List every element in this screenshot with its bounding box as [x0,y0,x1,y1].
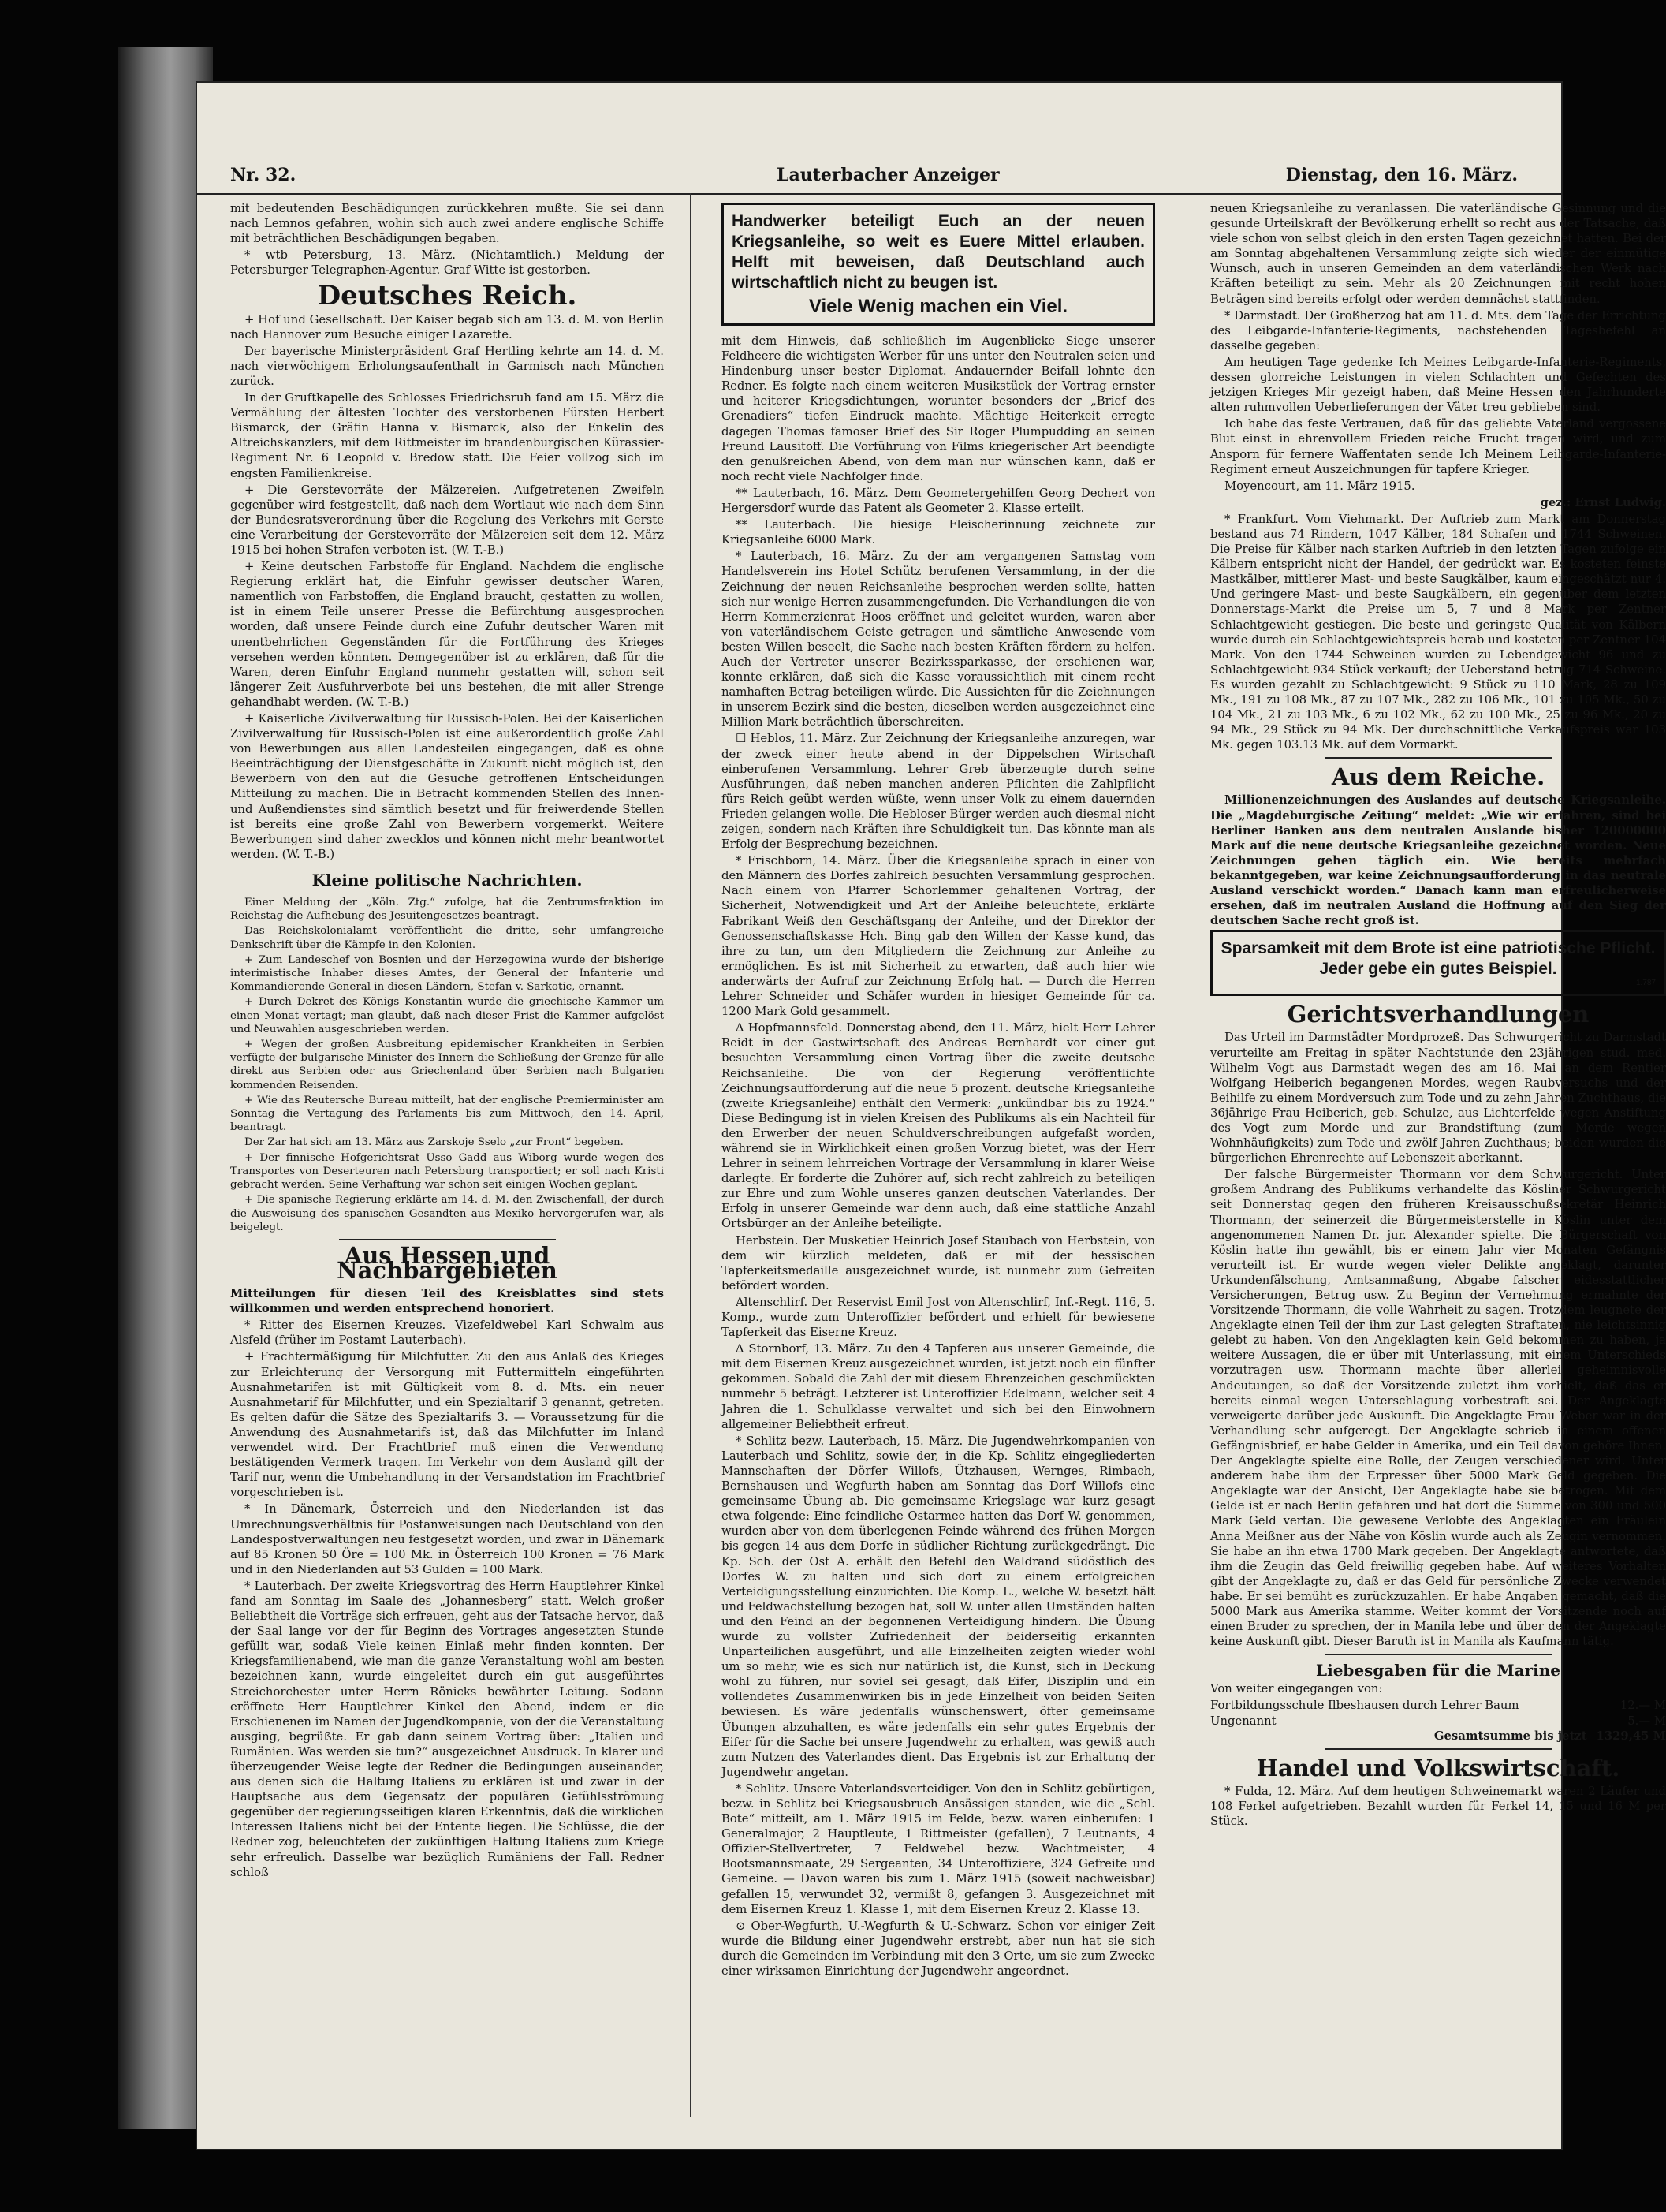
article-paragraph: ** Lauterbach, 16. März. Dem Geometergehilfen Georg Dechert von Hergersdorf wurde das Patent als Geometer 2. Klasse erteilt. [721,486,1155,516]
column-3 [1210,201,1666,2117]
page-header [197,162,1561,195]
news-item: + Wegen der großen Ausbreitung epidemischer Krankheiten in Serbien verfügte der bulgarische Minister des Innern die Schließung der Grenze für alle direkt aus Serbien oder aus Griechenland über Serbien nach Bulgarien kommenden Reisenden. [230,1039,664,1091]
article-paragraph: * Fulda, 12. März. Auf dem heutigen Schweinemarkt waren 2 Läufer und 108 Ferkel aufgetrieben. Bezahlt wurden für Ferkel 14, 15 und 16 M per Stück. [1210,1784,1666,1828]
issue-date: Dienstag, den 16. März. [1285,165,1518,185]
article-paragraph: + Kaiserliche Zivilverwaltung für Russisch-Polen. Bei der Kaiserlichen Zivilverwaltung für Russisch-Polen ist eine außerordentlich große Zahl von Bewerbungen aus allen Landesteilen eingegangen, daß es ohne Beeinträchtigung der Dienstgeschäfte in Zukunft nicht möglich ist, den Bewerbern von den auf die Gesuche getroffenen Entscheidungen Mitteilung zu machen. Die in Betracht kommenden Stellen des Innen- und Außendienstes sind sämtlich besetzt und für freiwerdende Stellen ist bereits eine große Zahl von Bewerbern vorgemerkt. Weitere Bewerbungen sind daher zwecklos und können nicht mehr beantwortet werden. (W. T.-B.) [230,712,664,861]
donation-row [1210,1698,1666,1713]
article-paragraph: * wtb Petersburg, 13. März. (Nichtamtlich.) Meldung der Petersburger Telegraphen-Agentur. Graf Witte ist gestorben. [230,248,664,278]
article-paragraph: + Hof und Gesellschaft. Der Kaiser begab sich am 13. d. M. von Berlin nach Hannover zum Besuche einiger Lazarette. [230,312,664,341]
article-paragraph: * Darmstadt. Der Großherzog hat am 11. d. Mts. dem Tage der Errichtung des Leibgarde-Infanterie-Regiments, nachstehenden Tagesbefehl an dasselbe gegeben: [1210,308,1666,353]
article-paragraph: ☐ Heblos, 11. März. Zur Zeichnung der Kriegsanleihe anzuregen, war der zweck einer heute abend in der Dippelschen Wirtschaft einberufenen Versammlung. Lehrer Greb überzeugte durch seine Ausführungen, daß neben manchen anderen Pflichten die Zahlpflicht fürs Reich geübt werden wüßte, wenn unser Volk zu einem dauernden Frieden gelangen wolle. Die Hebloser Bürger werden auch diesmal nicht zeigen, sondern nach Kräften ihre Schuldigkeit tun. Das könnte man als Erfolg der Besprechung bezeichnen. [721,732,1155,852]
article-paragraph: Altenschlirf. Der Reservist Emil Jost von Altenschlirf, Inf.-Regt. 116, 5. Komp., wurde zum Unteroffizier befördert und erhielt für bewiesene Tapferkeit das Eiserne Kreuz. [721,1295,1155,1340]
article-paragraph: * Lauterbach. Der zweite Kriegsvortrag des Herrn Hauptlehrer Kinkel fand am Sonntag im Saale des „Johannesberg“ statt. Welch großer Beliebtheit die Vorträge sich erfreuen, geht aus der Tatsache hervor, daß der Saal lange vor der für Beginn des Vortrages angesetzten Stunde gefüllt war, sodaß Viele keinen Einlaß mehr finden konnten. Der Kriegsfamilienabend, wie man die ganze Veranstaltung wohl am besten bezeichnen kann, wurde eingeleitet durch ein gut ausgeführtes Streichorchester unter Herrn Rönicks bewährter Leitung. Sodann eröffnete Herr Hauptlehrer Kinkel den Abend, indem er die Erschienenen im Namen der Jugendkompanie, von der die Veranstaltung ausging, begrüßte. Er gab dann seinem Vortrag über: „Italien und Rumänien. Was werden sie tun?“ ausgezeichnet Ausdruck. In klarer und überzeugender Weise legte der Redner die Bedingungen auseinander, aus denen sich die Haltung Italiens zu erklären ist und zwar in der Hauptsache aus dem Gegensatz der populären Gefühlsströmung gegenüber der regierungsseitigen klaren Erkenntnis, daß die wirklichen Interessen Italiens nicht bei der Entente liegen. Die Schlüsse, die der Redner zog, beleuchteten der zukünftigen Haltung Italiens zum Kriege sehr erfreulich. Dasselbe war bezüglich Rumäniens der Fall. Redner schloß [230,1579,664,1879]
donation-intro: Von weiter eingegangen von: [1210,1682,1383,1696]
news-item: Einer Meldung der „Köln. Ztg.“ zufolge, hat die Zentrumsfraktion im Reichstag die Aufhebung des Jesuitengesetzes beantragt. [230,897,664,923]
newspaper-page [197,83,1666,2149]
advert-slogan: Viele Wenig machen ein Viel. [808,296,1068,317]
donation-label: Fortbildungsschule Ilbeshausen durch Lehrer Baum [1210,1699,1519,1713]
article-paragraph: Der bayerische Ministerpräsident Graf Hertling kehrte am 14. d. M. nach vierwöchigem Erholungsaufenthalt in Garmisch nach München zurück. [230,344,664,388]
newspaper-title: Lauterbacher Anzeiger [777,165,1000,185]
signature: gez.: Ernst Ludwig. [1540,495,1666,509]
donation-label: Ungenannt [1210,1714,1277,1728]
article-paragraph: neuen Kriegsanleihe zu veranlassen. Die vaterländische Gesinnung und die gesunde Urteilskraft der Bevölkerung erhellt so recht aus der Tatsache, daß viele schon von selbst gleich in den ersten Tagen gezeichnet hatten. Bei der am Sonntag abgehaltenen Versammlung zeigte sich wieder der einmütige Wunsch, auch in unseren Gemeinden an dem vaterländischen Werk nach Kräften beteiligt zu sein. Mehr als 20 Zeichnungen mit recht hohen Beträgen sind bereits erfolgt oder werden demnächst stattfinden. [1210,202,1666,306]
notice-code: 1.787 [1635,979,1656,988]
article-paragraph: * In Dänemark, Österreich und den Niederlanden ist das Umrechnungsverhältnis für Postanweisungen nach Deutschland von den Landespostverwaltungen neu festgesetzt worden, und zwar in Dänemark auf 85 Kronen 50 Öre = 100 Mk. in Österreich 100 Kronen = 76 Mark und in den Niederlanden auf 53 Gulden = 100 Mark. [230,1502,664,1576]
article-paragraph: Millionenzeichnungen des Auslandes auf deutsche Kriegsanleihe. Die „Magdeburgische Zeitung“ meldet: „Wie wir erfahren, sind bei Berliner Banken aus dem neutralen Auslande bisher 120000000 Mark auf die neue deutsche Kriegsanleihe gezeichnet worden. Neue Zeichnungen gehen täglich ein. Wie bereits mehrfach bekanntgegeben, war keine Zeichnungsaufforderung in das neutrale Ausland verschickt worden.“ Danach kann man erfreulicherweise ersehen, daß im neutralen Ausland die Hoffnung auf den Sieg der deutschen Sache recht groß ist. [1210,793,1666,928]
divider [1325,1654,1552,1655]
article-paragraph: Das Urteil im Darmstädter Mordprozeß. Das Schwurgericht zu Darmstadt verurteilte am Freitag in später Nachtstunde den 23jährigen stud. med. Wilhelm Vogt aus Darmstadt wegen des am 16. Mai an dem Rentier Wolfgang Heiberich begangenen Mordes, wegen Raubversuchs und der Beihilfe zu einem Mordversuch zum Tode und zu zehn Jahren Zuchthaus, die 36jährige Frau Heiberich, geb. Schulze, aus Lichterfelde wegen Anstiftung des Vogt zum Morde und zur Brandstiftung (zum Morde wegen Wohnhäufigkeits) zum Tode und zwölf Jahren Zuchthaus; beiden wurden die bürgerlichen Ehrenrechte auf Lebenszeit aberkannt. [1210,1031,1666,1166]
section-heading: Deutsches Reich. [317,280,577,312]
donation-row [1210,1714,1666,1729]
news-item: + Die spanische Regierung erklärte am 14. d. M. den Zwischenfall, der durch die Ausweisung des spanischen Gesandten aus Mexiko hervorgerufen war, als beigelegt. [230,1194,664,1233]
donation-total-label: Gesamtsumme bis jetzt [1433,1729,1587,1743]
article-paragraph: Herbstein. Der Musketier Heinrich Josef Staubach von Herbstein, von dem wir kürzlich meldeten, daß er mit der hessischen Tapferkeitsmedaille ausgezeichnet wurde, ist nunmehr zum Gefreiten befördert worden. [721,1233,1155,1293]
column-1 [230,201,664,2117]
article-paragraph: * Ritter des Eisernen Kreuzes. Vizefeldwebel Karl Schwalm aus Alsfeld (früher im Postamt Lauterbach). [230,1319,664,1348]
divider [339,1239,556,1240]
section-heading: Aus Hessen und Nachbargebieten [337,1241,557,1284]
article-paragraph: ⊙ Ober-Wegfurth, U.-Wegfurth & U.-Schwarz. Schon vor einiger Zeit wurde die Bildung einer Jugendwehr erstrebt, aber nun hat sie sich durch die Gemeinden im Verbindung mit den 3 Orte, um sie zum Zwecke einer wirksamen Einrichtung der Jugendwehr angeordnet. [721,1919,1155,1979]
article-paragraph: + Frachtermäßigung für Milchfutter. Zu den aus Anlaß des Krieges zur Erleichterung der Versorgung mit Futtermitteln eingeführten Ausnahmetarifen ist mit Gültigkeit vom 8. d. Mts. ein neuer Ausnahmetarif für Milchfutter, und ein Spezialtarif 3 genannt, getreten. Es gelten dafür die Sätze des Spezialtarifs 3. — Voraussetzung für die Anwendung des Ausnahmetarifs ist, daß das Milchfutter im Inland verwendet wird. Der Frachtbrief muß einen die Verwendung bestätigenden Vermerk tragen. Im Verkehr von dem Ausland gilt der Tarif nur, wenn die Umbehandlung in der Versandstation im Frachtbrief vorgeschrieben ist. [230,1350,664,1500]
section-heading: Liebesgaben für die Marine [1316,1661,1560,1680]
article-paragraph: Der falsche Bürgermeister Thormann vor dem Schwurgericht. Unter großem Andrang des Publikums verhandelte das Kösliner Schwurgericht seit Donnerstag gegen den früheren Kreisausschußsekretär Heinrich Thormann, der seinerzeit die Bürgermeisterstelle in Köslin unter dem angenommenen Namen Dr. jur. Alexander spielte. Die Bürgerschaft von Köslin hatte ihn gewählt, bis er einem Jahr vier Monaten Gefängnis verurteilt ist. Er wurde wegen vieler Delikte angeklagt, darunter Urkundenfälschung, Amtsanmaßung, Abgabe falscher eidesstattlicher Versicherungen, Betrug usw. Zu Beginn der Vernehmung ermahnte der Vorsitzende Thormann, die volle Wahrheit zu sagen. Trotzdem leugnete der Angeklagte einen Teil der ihm zur Last gelegten Straftaten, nie leichtsinnig gelebt zu haben. Von den Angeklagten kein Geld bekommen zu haben, ja weitere Aussagen, die er über mit Unterlassung, mit einem Unterschieds vorzutragen usw. Thormann machte über allerlei geheimnisvolle Andeutungen, so daß der Vorsitzende zuletzt ihm vorhielt, daß das er bereits einmal wegen Unterschlagung vorbestraft sei. Der Angeklagte verweigerte darüber jede Auskunft. Die Angeklagte Frau Weber war in der Verhandlung sehr aufgeregt. Der Angeklagte schrieb in einem offenen Gefängnisbrief, er habe Gelder in Amerika, und ein Teil davon gehöre Ihnen. Der Angeklagte spielte eine Rolle, der Zeugen verschiedener wird. Unter anderem habe ihm der Erpresser über 5000 Mark Geld gegeben. Die Angeklagte war der Ansicht, Der Angeklagte habe sie betrogen. Mit dem Gelde ist er nach Berlin gefahren und hat dort die Summe von 300 und 500 Mark Geld vertan. Die gewesene Verlobte des Angeklagten ein Fräulein Anna Meißner aus der Nähe von Köslin wurde auch als Zeugin vernommen. Sie habe an ihn etwa 1700 Mark gegeben. Der Angeklagte antwortete, daß ihm die Zeugin das Geld freiwillig gegeben habe. Auf weiteres Vorhalten gibt der Angeklagte zu, daß er das Geld für persönliche Zwecke verwendet habe. Er sei bemüht es zurückzuzahlen. Er habe Angaben gemacht, daß die 5000 Mark aus Amerika stamme. Weiter kommt der Vorsitzende noch auf einen Bruder zu sprechen, der in Manila lebe und über den der Angeklagte keine Auskunft gibt. Dieser Baruth ist in Manila als Kaufmann tätig. [1210,1168,1666,1649]
donation-total: 1329,45 M [1596,1729,1666,1743]
news-item: + Der finnische Hofgerichtsrat Usso Gadd aus Wiborg wurde wegen des Transportes von Deserteuren nach Petersburg transportiert; er soll nach Kristi gebracht werden. Seine Verhaftung war schon seit einigen Wochen geplant. [230,1151,664,1192]
article-paragraph: Am heutigen Tage gedenke Ich Meines Leibgarde-Infanterie-Regiments, dessen glorreiche Leistungen in vielen Schlachten und Gefechten des jetzigen Krieges Mir gezeigt haben, daß Meine Hessen den Jahrhunderte alten ruhmvollen Ueberlieferungen der Väter treu geblieben sind. [1210,355,1666,415]
news-item: + Zum Landeschef von Bosnien und der Herzegowina wurde der bisherige interimistische Inhaber dieses Amtes, der General der Infanterie und Kommandierende General in diesen Ländern, Stefan v. Sarkotic, ernannt. [230,953,664,994]
editorial-note: Mitteilungen für diesen Teil des Kreisblattes sind stets willkommen und werden entsprechend honoriert. [230,1287,664,1316]
issue-number: Nr. 32. [230,165,296,185]
divider [1325,757,1552,759]
article-paragraph: Ich habe das feste Vertrauen, daß für das geliebte Vaterland vergossene Blut einst in ehrenvollem Frieden reiche Frucht tragen wird, und zum Ansporn für fernere Waffentaten sende Ich Meinem Leibgarde-Infanterie-Regiment erneut Auszeichnungen für tapfere Krieger. [1210,417,1666,476]
donation-total-row [1210,1729,1666,1744]
article-paragraph: + Keine deutschen Farbstoffe für England. Nachdem die englische Regierung erklärt hat, die Einfuhr gewisser deutscher Waren, namentlich von Farbstoffen, die England braucht, gestatten zu wollen, ist in einem Teile unserer Presse die Befürchtung ausgesprochen worden, daß unsere Feinde durch eine Zufuhr deutscher Waren mit unentbehrlichen Gegenständen für die Fortführung des Krieges versehen werden könnten. Demgegenüber ist zu erklären, daß für die Waren, deren Einfuhr England nunmehr gestatten will, schon seit längerer Zeit Ausfuhrverbote bei uns bestehen, die mit aller Strenge gehandhabt werden. (W. T.-B.) [230,560,664,709]
article-paragraph: ∆ Stornborf, 13. März. Zu den 4 Tapferen aus unserer Gemeinde, die mit dem Eisernen Kreuz ausgezeichnet wurden, ist jetzt noch ein fünfter gekommen. Sobald die Zahl der mit diesem Ehrenzeichen geschmückten nunmehr 5 beträgt. Letzterer ist Unteroffizier Edelmann, welcher seit 4 Jahren die 1. Schulklasse verwaltet und sich bei den Einwohnern allgemeiner Beliebtheit erfreut. [721,1342,1155,1431]
column-2 [721,201,1155,2117]
news-item: + Wie das Reutersche Bureau mitteilt, hat der englische Premierminister am Sonntag die Vertagung des Parlaments bis zum Mittwoch, den 14. April, beantragt. [230,1094,664,1134]
article-paragraph: ** Lauterbach. Die hiesige Fleischerinnung zeichnete zur Kriegsanleihe 6000 Mark. [721,518,1155,547]
article-paragraph: * Schlitz bezw. Lauterbach, 15. März. Die Jugendwehrkompanien von Lauterbach und Schlitz, sowie der, in die Kp. Schlitz eingegliederten Mannschaften der Dörfer Willofs, Ützhausen, Wernges, Rimbach, Bernshausen und Wegfurth haben am Sonntag das Dorf Willofs eine gemeinsame Übung ab. Die gemeinsame Kriegslage war kurz gesagt etwa folgende: Eine feindliche Ostarmee hatten das Dorf W. genommen, wurden aber von dem überlegenen Feinde während des frühen Morgen bis gegen 14 aus dem Dorfe in südlicher Richtung zurückgedrängt. Die Kp. Sch. der Ost A. erhält den Befehl den Waldrand südöstlich des Dorfes W. zu halten und sich dort zu einem erfolgreichen Verteidigungsstellung einzurichten. Die Komp. L., welche W. besetzt hält und Feldwachstellung bezogen hat, soll W. unter allen Umständen halten und den Feind an der begonnenen Verteidigung hindern. Die Übung wurde zu vollster Zufriedenheit der beiderseitig erkannten Unparteilichen ausgeführt, und alle Einzelheiten zeigten wieder wohl um so mehr, wie es sich nur natürlich ist, die Kunst, sich in Deckung wohl zu führen, nur soviel sei gesagt, daß Eifer, Disziplin und ein vollendetes Zusammenwirken bis in jede Einzelheit von beiden Seiten bewiesen. Es wäre jedenfalls wünschenswert, öfter gemeinsame Übungen abzuhalten, es wäre jedenfalls ein sehr gutes Ergebnis der Eifer für die Sache bei unsere Jugendwehr zu erhalten, was gewiß auch zum Nutzen des Vaterlandes dient. Das Ergebnis ist zur Erhaltung der Jugendwehr angetan. [721,1434,1155,1779]
news-item: + Durch Dekret des Königs Konstantin wurde die griechische Kammer um einen Monat vertagt; man glaubt, daß nach dieser Frist die Kammer aufgelöst und Neuwahlen ausgeschrieben werden. [230,996,664,1035]
donation-amount: 5.— M [1627,1714,1666,1728]
article-paragraph: Moyencourt, am 11. März 1915. [1224,479,1415,493]
donation-amount: 12.— M [1619,1699,1666,1713]
bread-saving-notice [1210,930,1666,996]
war-loan-advert [721,203,1155,326]
notice-text: Sparsamkeit mit dem Brote ist eine patriotische Pflicht. Jeder gebe ein gutes Beispiel. [1221,939,1656,979]
news-item: Der Zar hat sich am 13. März aus Zarskoje Sselo „zur Front“ begeben. [244,1136,624,1149]
article-paragraph: mit dem Hinweis, daß schließlich im Augenblicke Siege unserer Feldheere die wichtigsten Werber für uns unter den Neutralen seien und Hindenburg unser bester Diplomat. Andauernder Beifall lohnte den Redner. Es folgte nach einem weiteren Musikstück der Vortrag ernster und heiterer Kriegsdichtungen, worunter besonders der „Brief des Grenadiers“ tiefen Eindruck machte. Mächtige Heiterkeit erregte dagegen Thomas famoser Brief des Sir Roger Plumpudding an seinen Freund Lausitoff. Die Vorführung von Films kriegerischer Art beendigte den genußreichen Abend, von dem man nur wünschen kann, daß er noch recht viele Nachfolger finde. [721,334,1155,483]
news-item: Das Reichskolonialamt veröffentlicht die dritte, sehr umfangreiche Denkschrift über die Kämpfe in den Kolonien. [230,925,664,951]
advert-text: Handwerker beteiligt Euch an der neuen Kriegsanleihe, so weit es Euere Mittel erlauben. Helft mit beweisen, daß Deutschland auch wirtschaftlich nicht zu beugen ist. [732,212,1145,292]
article-paragraph: * Frischborn, 14. März. Über die Kriegsanleihe sprach in einer von den Männern des Dorfes zahlreich besuchten Versammlung gesprochen. Nach einem von Pfarrer Schorlemmer gehaltenen Vortrag, der Sicherheit, Notwendigkeit und Art der Anleihe beleuchtete, erklärte Fabrikant Weiß den Geschäftsgang der Anleihe, und der Direktor der Genossenschaftskasse Hch. Bing gab den Willen der Kasse kund, das ihre zu tun, um den Mitgliedern die Zeichnung zur Anleihe zu ermöglichen. Es ist mit Sicherheit zu erwarten, daß auch hier wie anderwärts der Aufruf zur Zeichnung Erfolg hat. — Durch die Herren Lehrer Schneider und Schäfer wurden in hiesiger Gemeinde für ca. 1200 Mark Gold gesammelt. [721,854,1155,1019]
article-paragraph: * Lauterbach, 16. März. Zu der am vergangenen Samstag vom Handelsverein ins Hotel Schütz berufenen Versammlung, in der die Zeichnung der neuen Reichsanleihe besprochen werden sollte, hatten sich nur wenige Herren zusammengefunden. Die Verhandlungen die von Herrn Kommerzienrat Hoos eröffnet und geleitet wurden, waren aber von vaterländischem Geiste getragen und sämtliche Anwesende vom besten Willen beseelt, die Sache nach besten Kräften fördern zu helfen. Auch der Vertreter unserer Bezirkssparkasse, der erschienen war, konnte erklären, daß sich die Kasse voraussichtlich mit einem recht namhaften Betrag beteiligen würde. Die Aussichten für die Zeichnungen in unserem Bezirk sind die besten, dieselben werden ausgezeichnet eine Million Mark beträchtlich überschreiten. [721,550,1155,729]
divider [1325,1748,1552,1750]
section-heading: Gerichtsverhandlungen [1287,1001,1590,1028]
short-news [230,896,664,1234]
article-paragraph: * Schlitz. Unsere Vaterlandsverteidiger. Von den in Schlitz gebürtigen, bezw. in Schlitz bei Kriegsausbruch Ansässigen standen, wie die „Schl. Bote“ mitteilt, am 1. März 1915 im Felde, bezw. waren einberufen: 1 Generalmajor, 2 Hauptleute, 1 Rittmeister (gefallen), 7 Leutnants, 4 Offizier-Stellvertreter, 7 Feldwebel bezw. Wachtmeister, 4 Bootsmannsmaate, 29 Sergeanten, 34 Unteroffiziere, 324 Gefreite und Gemeine. — Davon waren bis zum 1. März 1915 (soweit nachweisbar) gefallen 15, verwundet 32, vermißt 8, gefangen 3. Ausgezeichnet mit dem Eisernen Kreuz 1. Klasse 1, mit dem Eisernen Kreuz 2. Klasse 13. [721,1781,1155,1916]
article-paragraph: ∆ Hopfmannsfeld. Donnerstag abend, den 11. März, hielt Herr Lehrer Reidt in der Gastwirtschaft des Andreas Bernhardt vor einer gut besuchten Versammlung einen Vortrag über die zweite deutsche Reichsanleihe. Die von der Regierung veröffentlichte Zeichnungsaufforderung auf die neue 5 prozent. deutsche Kriegsanleihe (zweite Kriegsanleihe) enthält den Vermerk: „unkündbar bis zu 1924.“ Diese Bedingung ist in vielen Kreisen des Publikums als ein Nachteil für den Erwerber der neuen Schuldverschreibungen aufgefaßt worden, während sie in Wirklichkeit einen großen Vorzug bietet, was der Herr Lehrer in seinem lehrreichen Vortrage der Versammlung in klarer Weise darlegte. Er forderte die Zuhörer auf, sich recht zahlreich zu beteiligen zur Ehre und zum Wohle unseres ganzen deutschen Vaterlandes. Der Erfolg in unserer Gemeinde war denn auch, daß eine stattliche Anzahl Ortsbürger an der Anleihe beteiligte. [721,1021,1155,1231]
article-paragraph: * Frankfurt. Vom Viehmarkt. Der Auftrieb zum Markt am Donnerstag bestand aus 74 Rindern, 1047 Kälber, 184 Schafen und 1744 Schweinen. Die Preise für Kälber nach starken Auftrieb in den letzten Tagen zufolge ein Kälbern entspricht nicht der Handel, der gedrückt war. Es kosteten feinste Mastkälber, mittlerer Mast- und beste Saugkälber, kaum eingeschätzt nur 4. Und geringere Mast- und beste Saugkälbern, ein gegenüber dem letzten Donnerstags-Markt die Preise um 5, 7 und 8 Mark per Zentner Schlachtgewicht gestiegen. Die beste und geringste Qualität von Kälbern wurde durch ein Schlachtgewichtspreis herab und kosteten per Zentner 104 Mark. Von den 1744 Schweinen wurden zu Lebendgewicht 96 und zu Schlachtgewicht 934 Stück verkauft; der Ueberstand betrug 714 Schweine. Es wurden gezahlt zu Schlachtgewicht: 9 Stück zu 110 Mark, 28 zu 109 Mk., 191 zu 108 Mk., 87 zu 107 Mk., 282 zu 106 Mk., 101 zu 105 Mk., 50 zu 104 Mk., 21 zu 103 Mk., 6 zu 102 Mk., 62 zu 100 Mk., 25 zu 96 Mk., 20 zu 94 Mk., 29 Stück zu 94 Mk. Der durchschnittliche Verkaufspreis war 103 Mk. gegen 103.13 Mk. auf dem Vormarkt. [1210,512,1666,752]
section-heading: Handel und Volkswirtschaft. [1256,1754,1620,1781]
article-paragraph: In der Gruftkapelle des Schlosses Friedrichsruh fand am 15. März die Vermählung der ältesten Tochter des verstorbenen Fürsten Herbert Bismarck, der Gräfin Hanna v. Bismarck, also der Enkelin des Altreichskanzlers, mit dem Rittmeister im brandenburgischen Kürassier-Regiment Nr. 6 Leopold v. Bredow statt. Die Feier vollzog sich im engsten Familienkreise. [230,391,664,480]
column-rule [690,193,691,2117]
section-heading: Kleine politische Nachrichten. [311,870,583,890]
section-heading: Aus dem Reiche. [1331,763,1545,791]
article-paragraph: mit bedeutenden Beschädigungen zurückkehren mußte. Sie sei dann nach Lemnos gefahren, wohin sich auch zwei andere englische Schiffe mit beträchtlichen Beschädigungen begaben. [230,202,664,246]
article-paragraph: + Die Gerstevorräte der Mälzereien. Aufgetretenen Zweifeln gegenüber wird festgestellt, daß nach dem Wortlaut wie nach dem Sinn der Bundesratsverordnung über die Regelung des Verkehrs mit Gerste eine Verarbeitung der Gerstevorräte der Mälzereien seit dem 12. März 1915 bei hohen Strafen verboten ist. (W. T.-B.) [230,483,664,557]
